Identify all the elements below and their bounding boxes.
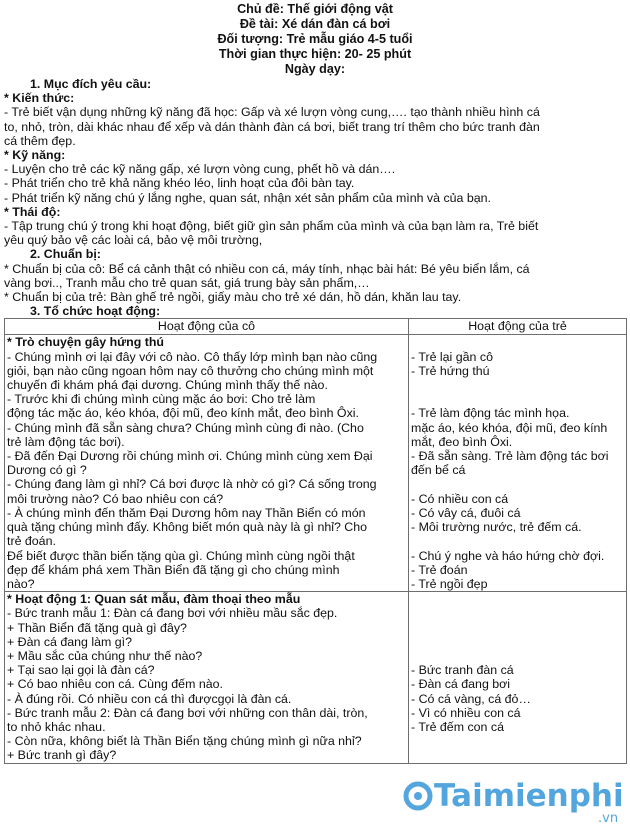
watermark-brand: Taimienphi [434,778,624,814]
attitude-line: yêu quý bảo vệ các loài cá, bảo vệ môi trường, [4,233,263,248]
skills-line: - Phát triển kỹ năng chú ý lắng nghe, quan sát, nhận xét sản phẩm của mình và của bạn. [4,190,491,205]
teacher-cell [5,592,409,763]
section-objectives-title: 1. Mục đích yêu cầu: [30,77,152,91]
teacher-activity-line: - À chúng mình đến thăm Đại Dương hôm nay Thần Biển có món [7,505,366,520]
child-activity-line: - Môi trường nước, trẻ đếm cá. [411,520,582,535]
activity-part-title: * Hoạt động 1: Quan sát mẫu, đàm thoại theo mẫu [7,592,301,607]
teacher-activity-line: to nhỏ khác nhau. [7,719,106,734]
section-activities-title: 3. Tổ chức hoạt động: [30,304,161,319]
child-activity-line: - Trẻ lại gần cô [411,349,493,364]
teacher-activity-line: Để biết được thần biển tặng qùa gì. Chúng mình cùng ngồi thật [7,548,355,563]
child-activity-line: - Có vây cá, đuôi cá [411,505,521,520]
child-activity-line [411,635,624,649]
attitude-line: - Tập trung chú ý trong khi hoạt động, biết giữ gìn sản phẩm của mình và của bạn làm ra, Trẻ biết [4,219,539,234]
child-activity-line [411,734,624,748]
child-activity-line [411,378,624,392]
child-activity-line [411,477,624,491]
date-line: Ngày dạy: [284,62,346,76]
section-objectives [0,77,630,247]
preparation-line: * Chuẩn bị của trẻ: Bàn ghế trẻ ngồi, giấy màu cho trẻ xé dán, hồ dán, khăn lau tay. [4,290,462,305]
teacher-activity-line: động tác mặc áo, kéo khóa, đội mũ, đeo kính mắt, đeo bình Ôxi. [7,406,359,421]
child-cell [409,335,627,592]
watermark-tld: .vn [598,811,619,826]
child-activity-line: đến bể cá [411,463,466,478]
teacher-activity-line: đẹp để khám phá xem Thần Biển đã tặng gì cho chúng mình [7,562,340,577]
child-activity-line: - Chú ý nghe và háo hứng chờ đợi. [411,548,605,563]
knowledge-line: cá thêm đẹp. [4,133,76,148]
child-activity-line: - Bức tranh đàn cá [411,663,514,678]
teacher-activity-line: môi trường nào? Có bao nhiêu con cá? [7,491,224,506]
teacher-activity-line: giỏi, bạn nào cũng ngoan hôm nay cô thưởng cho chúng mình một [7,363,374,378]
teacher-activity-line: + Mầu sắc của chúng như thế nào? [7,648,203,663]
teacher-activity-line: + Có bao nhiêu con cá. Cùng đếm nào. [7,677,223,692]
teacher-activity-line: + Bức tranh gì đây? [7,748,117,763]
child-activity-line: - Trẻ hứng thú [411,363,490,378]
knowledge-title: * Kiến thức: [4,91,75,106]
child-activity-line: - Trẻ ngồi đẹp [411,576,488,591]
knowledge-line: to, nhỏ, tròn, dài khác nhau để xếp và dán thành đàn cá bơi, biết trang trí thêm cho bức tranh đàn [4,119,540,134]
child-activity-line [411,592,624,606]
teacher-activity-line: - Bức tranh mẫu 2: Đàn cá đang bơi với những con thân dài, tròn, [7,705,368,720]
teacher-activity-line: + Tại sao lại gọi là đàn cá? [7,663,155,678]
child-cell [409,592,627,763]
section-activities [0,304,630,318]
site-watermark [398,768,630,826]
teacher-activity-line: - À đúng rồi. Có nhiều con cá thì đượcgọi là đàn cá. [7,691,292,706]
child-activity-line [411,335,624,349]
child-activity-line: - Có cá vàng, cá đỏ… [411,691,531,706]
section-preparation [0,247,630,304]
teacher-activity-line: nào? [7,576,35,591]
column-header-child: Hoạt động của trẻ [409,319,627,335]
document-header [0,2,630,77]
child-activity-line: - Trẻ đoán [411,562,468,577]
attitude-title: * Thái độ: [4,204,61,219]
teacher-activity-line: - Chúng mình đã sẵn sàng chưa? Chúng mình cùng đi nào. (Cho [7,420,364,435]
teacher-activity-line: Dương có gì ? [7,463,87,478]
child-activity-line: - Vì có nhiều con cá [411,705,521,720]
teacher-activity-line: chuyến đi khám phá đại dương. Chúng mình thấy thế nào. [7,378,328,393]
skills-line: - Luyện cho trẻ các kỹ năng gấp, xé lượn vòng cung, phết hồ và dán…. [4,162,396,177]
audience-line: Đối tượng: Trẻ mẫu giáo 4-5 tuổi [217,32,413,46]
child-activity-line [411,649,624,663]
child-activity-line: mắt, đeo bình Ôxi. [411,434,513,449]
child-activity-line: - Trẻ làm động tác mình họa. [411,406,570,421]
teacher-activity-line: + Đàn cá đang làm gì? [7,634,133,649]
teacher-activity-line: quà tặng chúng mình đấy. Không biết món quà này là gì nhỉ? Cho [7,520,368,535]
teacher-activity-line: - Còn nữa, không biết là Thần Biển tặng chúng mình gì nữa nhỉ? [7,734,362,749]
teacher-activity-line: trẻ làm động tác bơi). [7,434,125,449]
teacher-activity-line: - Trước khi đi chúng mình cùng mặc áo bơi: Cho trẻ làm [7,392,316,407]
teacher-activity-line: - Chúng mình ơi lại đây với cô nào. Cô thấy lớp mình bạn nào cũng [7,349,378,364]
duration-line: Thời gian thực hiện: 20- 25 phút [218,47,412,61]
teacher-activity-line: trẻ đoán. [7,534,56,549]
table-row [5,592,627,763]
teacher-activity-line: + Thần Biển đã tặng quà gì đây? [7,620,187,635]
child-activity-line: - Đã sẵn sàng. Trẻ làm động tác bơi [411,449,609,464]
preparation-line: vàng bơi.., Tranh mẫu cho trẻ quan sát, giá trung bày sản phẩm,… [4,275,370,290]
column-header-teacher: Hoạt động của cô [5,319,409,335]
section-preparation-title: 2. Chuẩn bị: [30,247,101,262]
table-header-row [5,319,627,335]
child-activity-line [411,606,624,620]
teacher-cell [5,335,409,592]
subject-line: Đề tài: Xé dán đàn cá bơi [239,17,391,31]
teacher-activity-line: - Chúng đang làm gì nhỉ? Cá bơi được là nhờ có gì? Cá sống trong [7,477,377,492]
child-activity-line: - Đàn cá đang bơi [411,677,511,692]
activity-part-title: * Trò chuyện gây hứng thú [7,335,164,350]
child-activity-line [411,621,624,635]
table-row [5,335,627,592]
child-activity-line: mặc áo, kéo khóa, đội mũ, đeo kính [411,420,608,435]
preparation-line: * Chuẩn bị của cô: Bể cá cảnh thật có nhiều con cá, máy tính, nhạc bài hát: Bé yêu biển lắm, cá [4,261,530,276]
child-activity-line [411,534,624,548]
teacher-activity-line: - Bức tranh mẫu 1: Đàn cá đang bơi với nhiều mầu sắc đẹp. [7,606,338,621]
skills-line: - Phát triển cho trẻ khả năng khéo léo, linh hoạt của đôi bàn tay. [4,176,355,191]
child-activity-line: - Có nhiều con cá [411,491,509,506]
teacher-activity-line: - Đã đến Đại Dương rồi chúng mình ơi. Chúng mình cùng xem Đại [7,449,373,464]
child-activity-line [411,392,624,406]
watermark-logo-icon [406,784,430,808]
activities-table [4,318,627,763]
topic-line: Chủ đề: Thế giới động vật [237,2,393,16]
knowledge-line: - Trẻ biết vận dụng những kỹ năng đã học: Gấp và xé lượn vòng cung,…. tạo thành nhiều hình cá [4,105,540,120]
skills-title: * Kỹ năng: [4,148,66,163]
child-activity-line: - Trẻ đếm con cá [411,719,504,734]
